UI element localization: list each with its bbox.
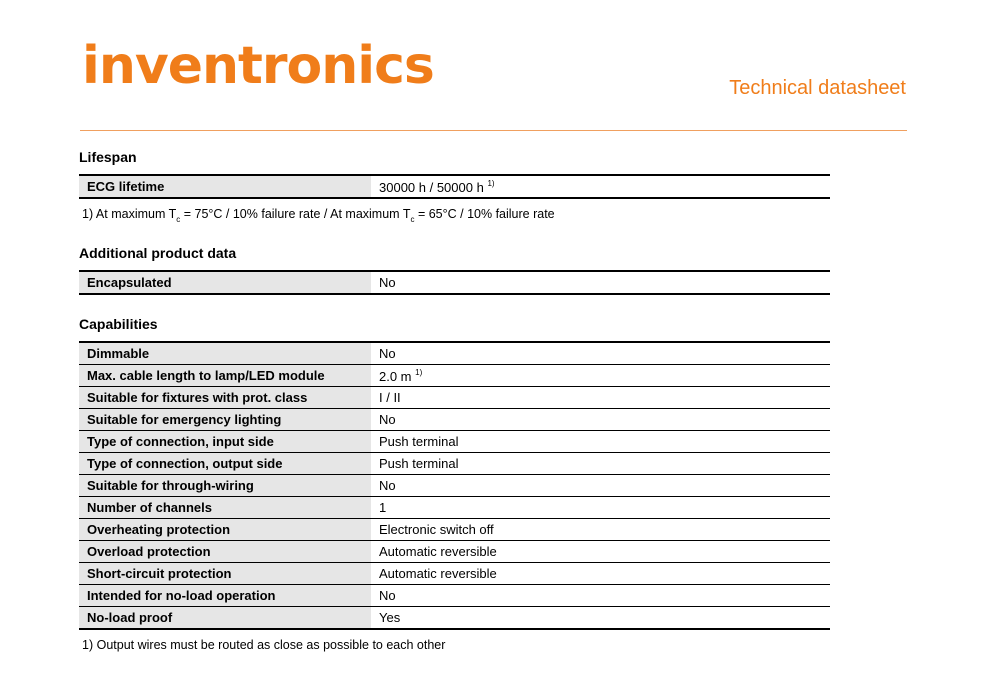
footnote-subscript-2: c	[410, 215, 415, 224]
row-value: Automatic reversible	[371, 563, 830, 585]
table-lifespan	[79, 174, 830, 199]
row-key: Encapsulated	[79, 271, 371, 294]
section-title-capabilities: Capabilities	[79, 316, 158, 332]
brand-logo: inventronics	[82, 36, 434, 96]
footnote-ref: 1)	[487, 178, 495, 188]
row-key: ECG lifetime	[79, 175, 371, 198]
row-value: No	[371, 342, 830, 365]
footnote-text-part3: = 65°C / 10% failure rate	[414, 207, 555, 221]
row-value: Automatic reversible	[371, 541, 830, 563]
row-value: No	[371, 585, 830, 607]
table-row	[79, 431, 830, 453]
row-key: Number of channels	[79, 497, 371, 519]
row-key: Overload protection	[79, 541, 371, 563]
section-title-additional: Additional product data	[79, 245, 237, 261]
row-key: Suitable for through-wiring	[79, 475, 371, 497]
footnote-lifespan	[79, 207, 830, 224]
table-row	[79, 585, 830, 607]
row-key: Intended for no-load operation	[79, 585, 371, 607]
table-capabilities	[79, 341, 830, 630]
row-key: Suitable for fixtures with prot. class	[79, 387, 371, 409]
row-value: No	[371, 271, 830, 294]
row-value-text: 30000 h / 50000 h	[379, 179, 484, 195]
row-value: Push terminal	[371, 453, 830, 475]
row-key: Type of connection, input side	[79, 431, 371, 453]
footnote-ref: 1)	[415, 367, 423, 377]
row-value: No	[371, 409, 830, 431]
section-title-lifespan: Lifespan	[79, 149, 137, 165]
row-key: Max. cable length to lamp/LED module	[79, 365, 371, 387]
section-additional-product-data	[79, 245, 830, 295]
row-value	[371, 365, 830, 387]
table-row	[79, 271, 830, 294]
table-row	[79, 365, 830, 387]
row-key: No-load proof	[79, 607, 371, 630]
row-key: Overheating protection	[79, 519, 371, 541]
table-row	[79, 387, 830, 409]
table-row	[79, 563, 830, 585]
header-divider	[80, 130, 907, 131]
table-additional	[79, 270, 830, 295]
footnote-text-part1: At maximum T	[95, 207, 177, 221]
table-row	[79, 497, 830, 519]
row-value: Push terminal	[371, 431, 830, 453]
row-key: Dimmable	[79, 342, 371, 365]
footnote-marker: 1)	[82, 207, 94, 221]
footnote-text: Output wires must be routed as close as possible to each other	[96, 638, 446, 652]
document-type-label: Technical datasheet	[729, 77, 906, 99]
row-key: Suitable for emergency lighting	[79, 409, 371, 431]
row-key: Type of connection, output side	[79, 453, 371, 475]
footnote-text-part2: = 75°C / 10% failure rate / At maximum T	[180, 207, 411, 221]
table-row	[79, 541, 830, 563]
footnote-subscript-1: c	[176, 215, 181, 224]
table-row	[79, 409, 830, 431]
row-value: I / II	[371, 387, 830, 409]
section-lifespan	[79, 149, 830, 224]
section-capabilities	[79, 316, 830, 652]
table-row	[79, 475, 830, 497]
table-row	[79, 453, 830, 475]
table-row	[79, 175, 830, 198]
row-value-text: 2.0 m	[379, 368, 412, 384]
row-value: No	[371, 475, 830, 497]
footnote-marker: 1)	[82, 638, 94, 652]
row-value: Yes	[371, 607, 830, 630]
row-value: 1	[371, 497, 830, 519]
row-key: Short-circuit protection	[79, 563, 371, 585]
row-value: Electronic switch off	[371, 519, 830, 541]
table-row	[79, 607, 830, 630]
row-value	[371, 175, 830, 198]
table-row	[79, 519, 830, 541]
footnote-capabilities	[79, 638, 830, 652]
table-row	[79, 342, 830, 365]
